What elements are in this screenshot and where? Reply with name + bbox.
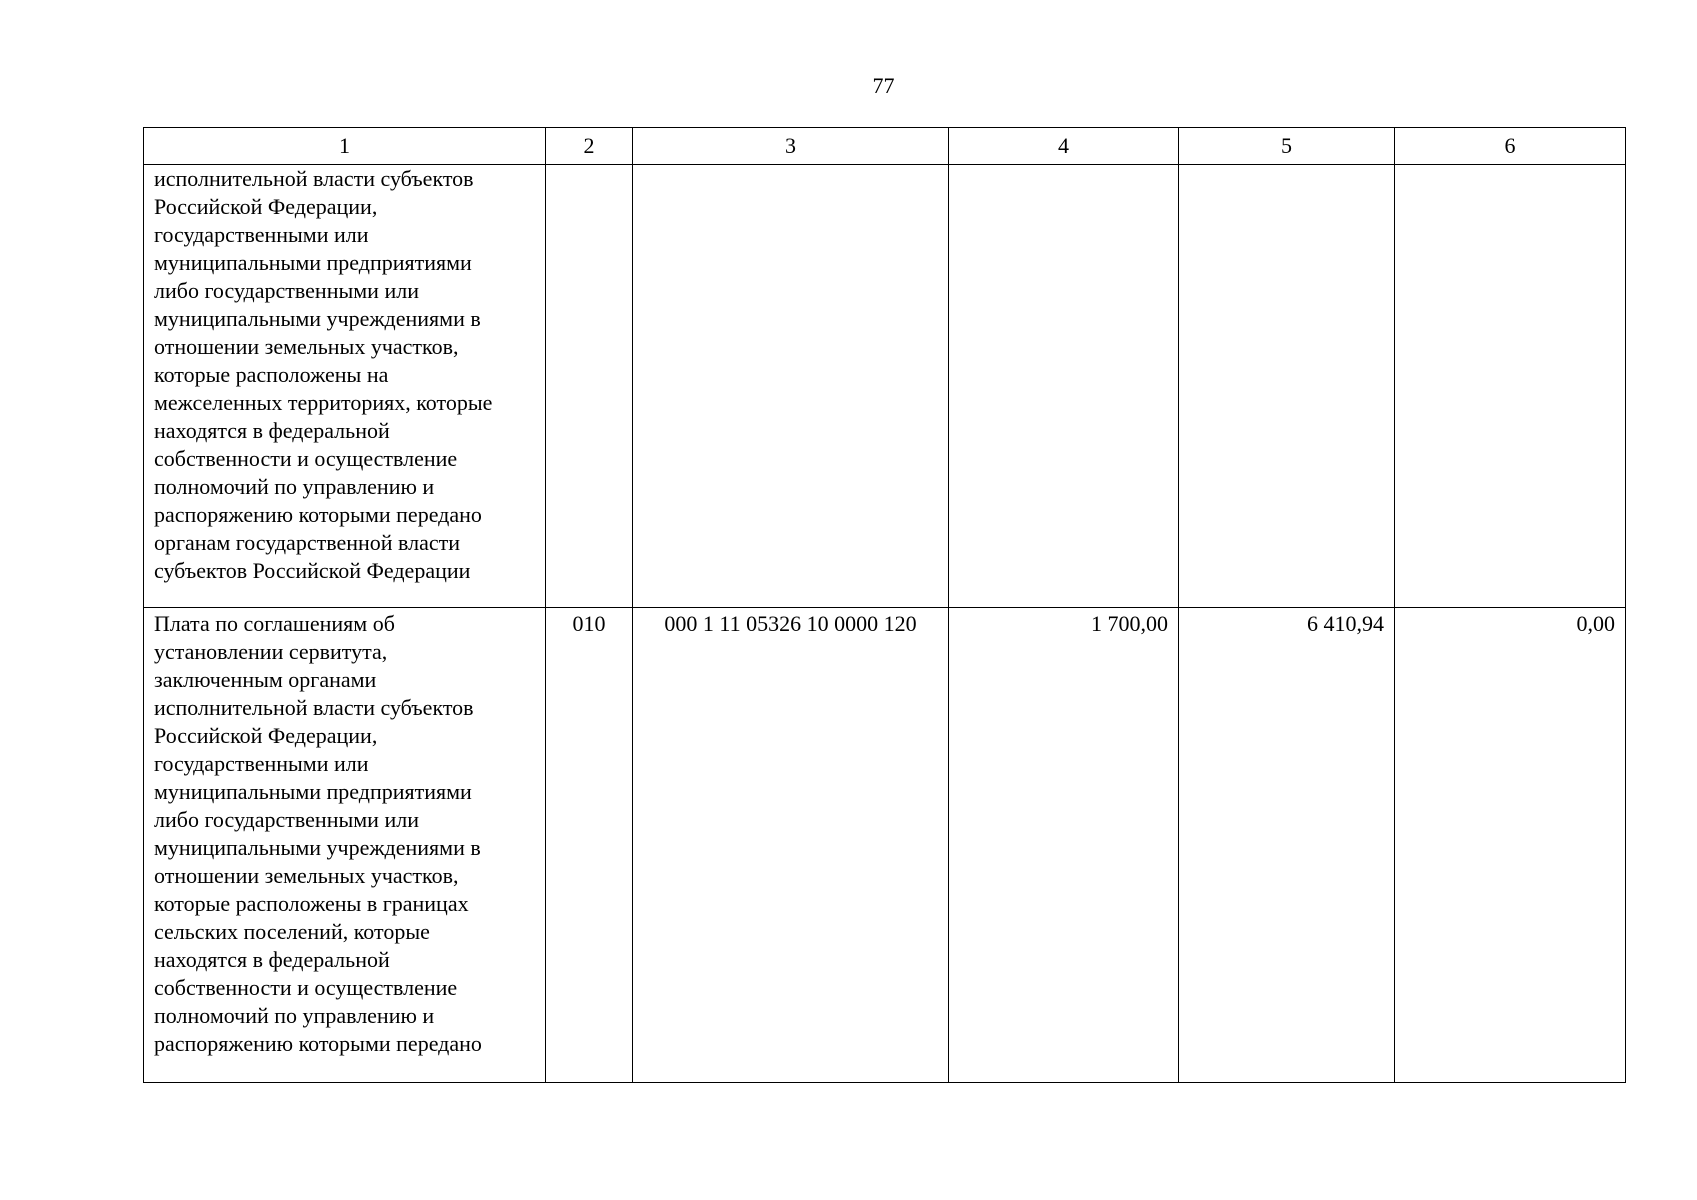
cell-code bbox=[546, 165, 633, 608]
header-col-1: 1 bbox=[144, 128, 546, 165]
name-line: заключенным органами bbox=[154, 667, 377, 692]
cell-name bbox=[144, 608, 546, 1083]
header-col-4: 4 bbox=[949, 128, 1179, 165]
name-line: Российской Федерации, bbox=[154, 194, 378, 219]
name-line: собственности и осуществление bbox=[154, 975, 458, 1000]
cell-kbk: 000 1 11 05326 10 0000 120 bbox=[633, 608, 949, 1083]
name-line: полномочий по управлению и bbox=[154, 474, 435, 499]
name-line: которые расположены на bbox=[154, 362, 389, 387]
name-line: органам государственной власти bbox=[154, 530, 461, 555]
name-line: распоряжению которыми передано bbox=[154, 1031, 482, 1056]
name-line: муниципальными предприятиями bbox=[154, 779, 472, 804]
name-line: либо государственными или bbox=[154, 807, 419, 832]
cell-col5 bbox=[1179, 165, 1395, 608]
name-line: межселенных территориях, которые bbox=[154, 390, 493, 415]
name-line: либо государственными или bbox=[154, 278, 419, 303]
name-line: исполнительной власти субъектов bbox=[154, 695, 474, 720]
name-line: находятся в федеральной bbox=[154, 418, 390, 443]
table-row bbox=[144, 165, 1626, 608]
name-line: отношении земельных участков, bbox=[154, 334, 459, 359]
page-number: 77 bbox=[872, 73, 895, 98]
name-line: Российской Федерации, bbox=[154, 723, 378, 748]
name-line: которые расположены в границах bbox=[154, 891, 469, 916]
cell-col4: 1 700,00 bbox=[949, 608, 1179, 1083]
cell-kbk bbox=[633, 165, 949, 608]
cell-col6: 0,00 bbox=[1395, 608, 1626, 1083]
cell-col6 bbox=[1395, 165, 1626, 608]
header-col-6: 6 bbox=[1395, 128, 1626, 165]
header-row bbox=[144, 128, 1626, 165]
header-col-3: 3 bbox=[633, 128, 949, 165]
name-line: государственными или bbox=[154, 222, 369, 247]
name-line: установлении сервитута, bbox=[154, 639, 388, 664]
name-line: муниципальными предприятиями bbox=[154, 250, 472, 275]
name-line: сельских поселений, которые bbox=[154, 919, 430, 944]
name-line: муниципальными учреждениями в bbox=[154, 306, 481, 331]
budget-table bbox=[143, 127, 1626, 1083]
name-line: исполнительной власти субъектов bbox=[154, 166, 474, 191]
header-col-5: 5 bbox=[1179, 128, 1395, 165]
name-line: полномочий по управлению и bbox=[154, 1003, 435, 1028]
cell-name bbox=[144, 165, 546, 608]
cell-col4 bbox=[949, 165, 1179, 608]
header-col-2: 2 bbox=[546, 128, 633, 165]
name-line: распоряжению которыми передано bbox=[154, 502, 482, 527]
name-line: муниципальными учреждениями в bbox=[154, 835, 481, 860]
cell-code: 010 bbox=[546, 608, 633, 1083]
name-line: субъектов Российской Федерации bbox=[154, 558, 471, 583]
name-line: отношении земельных участков, bbox=[154, 863, 459, 888]
name-line: собственности и осуществление bbox=[154, 446, 458, 471]
cell-col5: 6 410,94 bbox=[1179, 608, 1395, 1083]
table-row bbox=[144, 608, 1626, 1083]
name-line: Плата по соглашениям об bbox=[154, 611, 395, 636]
name-line: государственными или bbox=[154, 751, 369, 776]
name-line: находятся в федеральной bbox=[154, 947, 390, 972]
